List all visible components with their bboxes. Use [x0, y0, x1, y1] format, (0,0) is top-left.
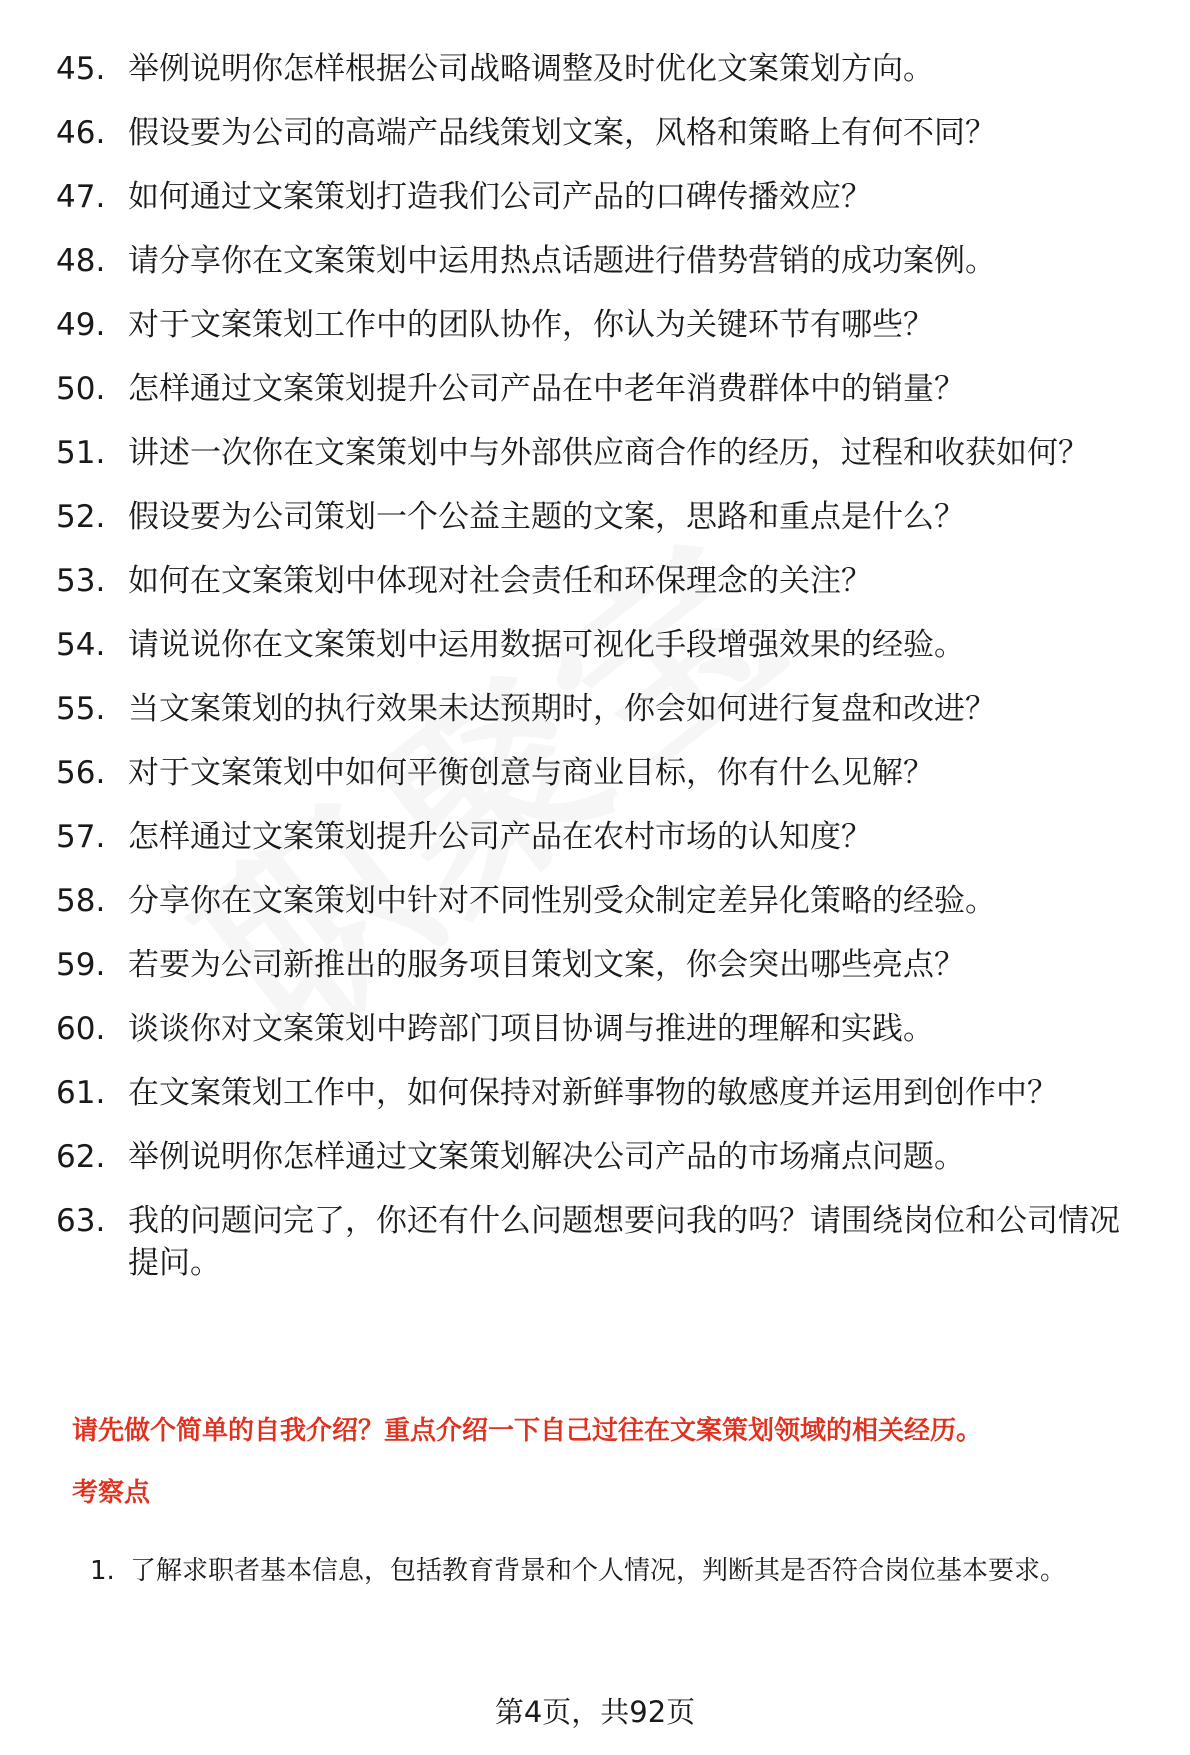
question-item — [56, 1008, 1156, 1050]
question-text: 假设要为公司的高端产品线策划文案，风格和策略上有何不同？ — [128, 115, 996, 151]
question-text: 请分享你在文案策划中运用热点话题进行借势营销的成功案例。 — [128, 243, 996, 279]
question-number: 59. — [56, 947, 106, 983]
question-item — [56, 112, 1156, 154]
question-text: 举例说明你怎样通过文案策划解决公司产品的市场痛点问题。 — [128, 1139, 965, 1175]
question-number: 63. — [56, 1203, 106, 1239]
section-subtitle: 考察点 — [72, 1478, 151, 1508]
question-number: 50. — [56, 371, 106, 407]
question-number: 45. — [56, 51, 106, 87]
question-text: 讲述一次你在文案策划中与外部供应商合作的经历，过程和收获如何？ — [128, 435, 1089, 471]
question-text: 分享你在文案策划中针对不同性别受众制定差异化策略的经验。 — [128, 883, 996, 919]
question-text: 在文案策划工作中，如何保持对新鲜事物的敏感度并运用到创作中？ — [128, 1075, 1058, 1111]
question-text: 如何通过文案策划打造我们公司产品的口碑传播效应？ — [128, 179, 872, 215]
question-number: 47. — [56, 179, 106, 215]
question-text: 假设要为公司策划一个公益主题的文案，思路和重点是什么？ — [128, 499, 965, 535]
question-number: 60. — [56, 1011, 106, 1047]
question-number: 48. — [56, 243, 106, 279]
page-footer: 第4页，共92页 — [494, 1695, 696, 1729]
question-number: 58. — [56, 883, 106, 919]
question-text: 当文案策划的执行效果未达预期时，你会如何进行复盘和改进？ — [128, 691, 996, 727]
question-text: 举例说明你怎样根据公司战略调整及时优化文案策划方向。 — [128, 51, 934, 87]
point-number: 1. — [90, 1556, 115, 1586]
question-number: 54. — [56, 627, 106, 663]
question-item — [56, 1136, 1156, 1178]
question-item — [56, 752, 1156, 794]
question-text: 对于文案策划中如何平衡创意与商业目标，你有什么见解？ — [128, 755, 934, 791]
question-item — [56, 304, 1156, 346]
question-text: 若要为公司新推出的服务项目策划文案，你会突出哪些亮点？ — [128, 947, 965, 983]
question-number: 57. — [56, 819, 106, 855]
question-item — [56, 368, 1156, 410]
question-number: 62. — [56, 1139, 106, 1175]
point-text: 了解求职者基本信息，包括教育背景和个人情况，判断其是否符合岗位基本要求。 — [130, 1556, 1067, 1586]
question-number: 46. — [56, 115, 106, 151]
question-item — [56, 176, 1156, 218]
assessment-point — [90, 1540, 1165, 1602]
question-item — [56, 816, 1156, 858]
question-text: 怎样通过文案策划提升公司产品在中老年消费群体中的销量？ — [128, 371, 965, 407]
question-number: 61. — [56, 1075, 106, 1111]
question-item — [56, 944, 1156, 986]
question-text: 对于文案策划工作中的团队协作，你认为关键环节有哪些？ — [128, 307, 934, 343]
question-item — [56, 624, 1156, 666]
question-number: 49. — [56, 307, 106, 343]
question-item — [56, 1200, 1156, 1284]
question-item — [56, 688, 1156, 730]
question-number: 56. — [56, 755, 106, 791]
question-text: 请说说你在文案策划中运用数据可视化手段增强效果的经验。 — [128, 627, 965, 663]
question-item — [56, 560, 1156, 602]
question-item — [56, 880, 1156, 922]
question-item — [56, 1072, 1156, 1114]
question-text: 如何在文案策划中体现对社会责任和环保理念的关注？ — [128, 563, 872, 599]
section-title: 请先做个简单的自我介绍？重点介绍一下自己过往在文案策划领域的相关经历。 — [72, 1416, 983, 1446]
question-list — [56, 48, 1156, 1306]
question-item — [56, 48, 1156, 90]
question-number: 51. — [56, 435, 106, 471]
question-number: 52. — [56, 499, 106, 535]
question-number: 53. — [56, 563, 106, 599]
question-text: 我的问题问完了，你还有什么问题想要问我的吗？请围绕岗位和公司情况提问。 — [128, 1203, 1120, 1281]
question-item — [56, 432, 1156, 474]
question-text: 怎样通过文案策划提升公司产品在农村市场的认知度？ — [128, 819, 872, 855]
question-text: 谈谈你对文案策划中跨部门项目协调与推进的理解和实践。 — [128, 1011, 934, 1047]
question-number: 55. — [56, 691, 106, 727]
question-item — [56, 240, 1156, 282]
question-item — [56, 496, 1156, 538]
